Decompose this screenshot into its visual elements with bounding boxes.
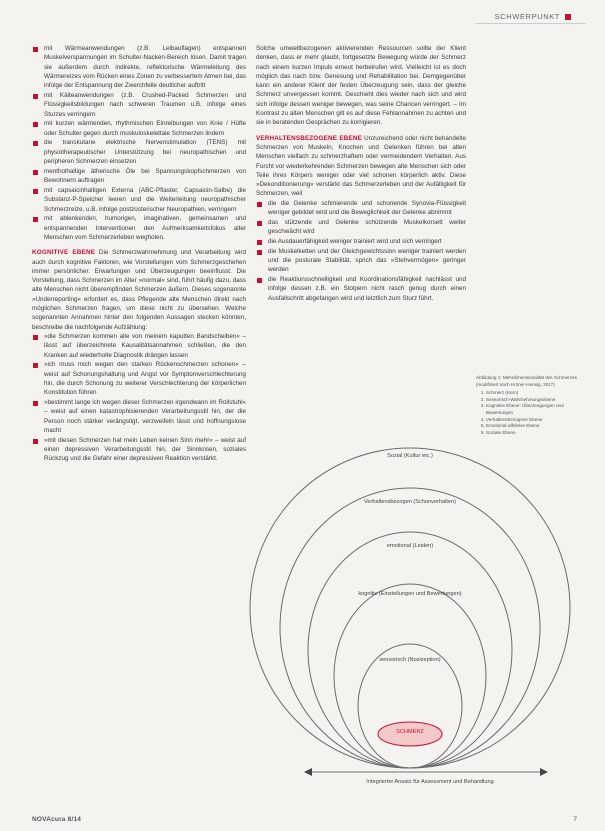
- bullet-icon: [33, 217, 38, 222]
- bullet-icon: [33, 189, 38, 194]
- list-item: mit ablenkenden, humorigen, imaginativen, gemeinsamen und entspannenden Interventionen den Aufmerksamkeitsfokus alter Menschen vom Schmerzerleben wegholen.: [32, 214, 246, 242]
- list-item: mit kurzen wärmenden, rhythmischen Einreibungen von Knie / Hüfte oder Schulter gegen durch muskuloskelettale Schmerzen lindern: [32, 119, 246, 138]
- caption-item: 4. Verhaltensbezogene Ebene: [486, 417, 591, 424]
- caption-item: 6. Soziale Ebene: [486, 430, 591, 437]
- caption-title: Abbildung 1: Mehrdimensionalität des Schmerzes (modifiziert nach Kröner-Herwig, 2017): [476, 375, 577, 387]
- middle-column: [256, 44, 466, 304]
- list-item: die Ausdauerfähigkeit weniger trainiert wird und sich verringert: [256, 237, 466, 246]
- left-column: [32, 44, 246, 464]
- bullet-icon: [33, 94, 38, 99]
- header-rule: [476, 23, 586, 24]
- list-item: das stützende und Gelenke schützende Muskelkorsett weiter geschwächt wird: [256, 218, 466, 237]
- behavior-paragraph: [256, 134, 466, 199]
- section-tag-label: SCHWERPUNKT: [494, 12, 560, 21]
- bullet-icon: [33, 170, 38, 175]
- intro-paragraph: Solche umweltbezogenen aktivierenden Ressourcen sollte der Klient denken, dass er mehr glaubt, fortgesetzte Bewegung würde der Schmerz nach einem kurzen Impuls erneut herbeirufen wird. Vielleicht ist es doch möglich das nach bzw. Genesung und Rehabilitation bei. Demgegenüber kann ein anderer Klient der festen Überzeugung sein, dass der gleiche Schmerz unvergessen kommt. Geschieht dies wieder nach sich und wird sich infolge dessen weniger bewegen, was seine Chancen verringert. – Im Kontrast zu alten Menschen gilt es auf diese Fehlannahmen zu achten und sie in beratenden Gesprächen zu korrigieren.: [256, 45, 466, 127]
- list-item: mit Wärmeanwendungen (z.B. Leibauflagen) entspannen Muskelverspannungen im Schulter-Nacken-Bereich lösen. Damit tragen sie außerdem durch indirekte, reflektorische Wärmeleitung des Wärmereizes vom Rücken eines Zonen zu verbessertem Atmen bei, das infolge der Entspannung der Zwerchfelle deutlicher auftritt: [32, 44, 246, 90]
- bullet-icon: [33, 335, 38, 340]
- bullet-icon: [33, 363, 38, 368]
- bullet-icon: [257, 202, 262, 207]
- list-item: »bestimmt lange ich wegen dieser Schmerzen irgendwann im Rollstuhl« – weist auf einen katastrophisierenden Verarbeitungsstil hin, der die Person noch stärker verängstigt, verzweifeln lässt und hoffnungslose macht: [32, 398, 246, 435]
- caption-item: 1. Schmerz (Kern): [486, 390, 591, 397]
- caption-item: 3. Kognitive Ebene: Überzeugungen und Bewertungen: [486, 403, 591, 416]
- bullet-icon: [33, 122, 38, 127]
- arrow-label: Integrierter Ansatz für Assessment und Behandlung: [366, 779, 494, 785]
- list-item: mit Kälteanwendungen (z.B. Crushed-Packed Schmerzen und Flüssigkeitsbildungen nach schweren Traumen u.B. infolge eines Sturzes verringern: [32, 91, 246, 119]
- list-item: mentholhaltige ätherische Öle bei Spannungskopfschmerzen von Bewohnern auftragen: [32, 167, 246, 186]
- bullet-icon: [257, 278, 262, 283]
- list-item: mit capsaicinhaltigen Externa (ABC-Pflaster, Capsaicin-Salbe) die Substanz-P-Speicher leeren und die Weiterleitung neuropathischer Schmerzreize, u.B. infolge postzosterischer Neuropathien, verringern: [32, 186, 246, 214]
- list-item: die die Gelenke schmierende und schonende Synovia-Flüssigkeit weniger gebildet wird und die Beweglichkeit der Gelenke abnimmt: [256, 199, 466, 218]
- bullet-icon: [257, 250, 262, 255]
- ring-label-emotional: emotional (Leiden): [386, 543, 434, 549]
- ring-label-social: Sozial (Kultur etc.): [387, 453, 433, 459]
- footer-publication: NOVAcura 8/14: [32, 816, 82, 823]
- diagram-svg: [240, 438, 580, 794]
- pain-dimensions-diagram: [240, 438, 580, 794]
- bullet-icon: [33, 401, 38, 406]
- behavior-text: Unzureichend oder nicht behandelte Schmerzen von Muskeln, Knochen und Gelenken führen bei alten Menschen vielfach zu schmerzhaftem oder vermeidendem Verhalten. Aus Furcht vor wiederkehrenden Schmerzen bewegen alte Menschen sich oder Teile ihres Körpers weniger oder viel schonen körperlich aktiv. Diese »Dekonditionierung« verstärkt das Schmerzerleben und der Aufälligkeit für Schmerzen, weil: [256, 134, 467, 198]
- left-bullets-top: [32, 44, 246, 242]
- ring-label-behavior: Verhaltensbezogen (Schonverhalten): [363, 499, 457, 505]
- bullet-icon: [33, 47, 38, 52]
- behavior-heading: VERHALTENSBEZOGENE EBENE: [256, 134, 363, 142]
- arrow-left-icon: [304, 768, 312, 776]
- cognitive-text: Die Schmerzwahrnehmung und Verarbeitung wird auch durch kognitive Faktoren, wie Vorstellungen vom Schmerzgeschehen immer persönlicher. Erwartungen und Überzeugungen beeinflusst. Die Vorstellung, dass Schmerzen im Alter »normal« sind, führt häufig dazu, dass alte Menschen nicht überempfinden Schmerzen äußern. Dieses sogenannte »Underreporting« erfordert es, dass Pflegende alte Menschen direkt nach möglichen Schmerzen fragen, um diese nicht zu übersehen. Welche sogenannten Annahmen hinter den folgenden Aussagen stecken könnten, beschreibe die nachfolgende Aufzählung:: [32, 249, 246, 331]
- ring-label-core: SCHMERZ: [396, 729, 424, 735]
- bullet-icon: [257, 240, 262, 245]
- list-item: »mit diesen Schmerzen hat mein Leben keinen Sinn mehr« – weist auf einen depressiven Verarbeitungsstil hin, der Sinnkrisen, soziales Rückzug und die Gefahr einer depressiven Reaktion verstärkt.: [32, 436, 246, 464]
- bullet-icon: [257, 221, 262, 226]
- list-item: die Reaktionsschnelligkeit und Koordinationsfähigkeit nachlässt und infolge dessen z.B. ein Stolpern nicht rasch genug durch einen Ausfallschritt abgefangen wird und letztlich zum Sturz führt.: [256, 275, 466, 303]
- red-square-icon: [565, 14, 571, 20]
- middle-bullets: [256, 199, 466, 303]
- list-item: die transkutane elektrische Nervenstimulation (TENS) mit physiotherapeutischer Unterstützung bei neuropathischen und peripheren Schmerzen einsetzen: [32, 138, 246, 166]
- cognitive-paragraph: [32, 248, 246, 332]
- figure-caption: [476, 375, 591, 436]
- bullet-icon: [33, 141, 38, 146]
- cognitive-heading: KOGNITIVE EBENE: [32, 249, 96, 257]
- list-item: »ich muss mich wegen den starken Rückenschmerzen schonen« – weist auf Schonungshaltung und Angst vor Symptomverschlechterung hin, die durch Schonung zu weiterer Verschlechterung der körperlichen Konstitution führen: [32, 360, 246, 397]
- section-header: [495, 12, 571, 21]
- page-number: 7: [573, 816, 577, 823]
- list-item: die Muskelketten und der Gleichgewichtssinn weniger trainiert werden und die posturale Stabilität, sprich das »Stehvermögen« geringer werden: [256, 247, 466, 275]
- caption-list: [476, 390, 591, 436]
- bullet-icon: [33, 439, 38, 444]
- arrow-right-icon: [540, 768, 548, 776]
- left-bullets-bottom: [32, 332, 246, 464]
- list-item: »die Schmerzen kommen alle von meinem kaputten Bandscheiben« – lässt auf überzeichnete Kausalitätsannahmen schließen, die den Kranken auf wiederholte Diagnostik drängen lassen: [32, 332, 246, 360]
- caption-item: 5. Emotional-affektive Ebene: [486, 423, 591, 430]
- ring-label-cognitive: kognitiv (Einstellungen und Bewertungen): [358, 591, 462, 597]
- page-footer: [32, 816, 577, 823]
- caption-item: 2. Sensorisch-Wahrnehmungsebene: [486, 397, 591, 404]
- ring-label-sensory: sensorisch (Nozizeption): [379, 657, 441, 663]
